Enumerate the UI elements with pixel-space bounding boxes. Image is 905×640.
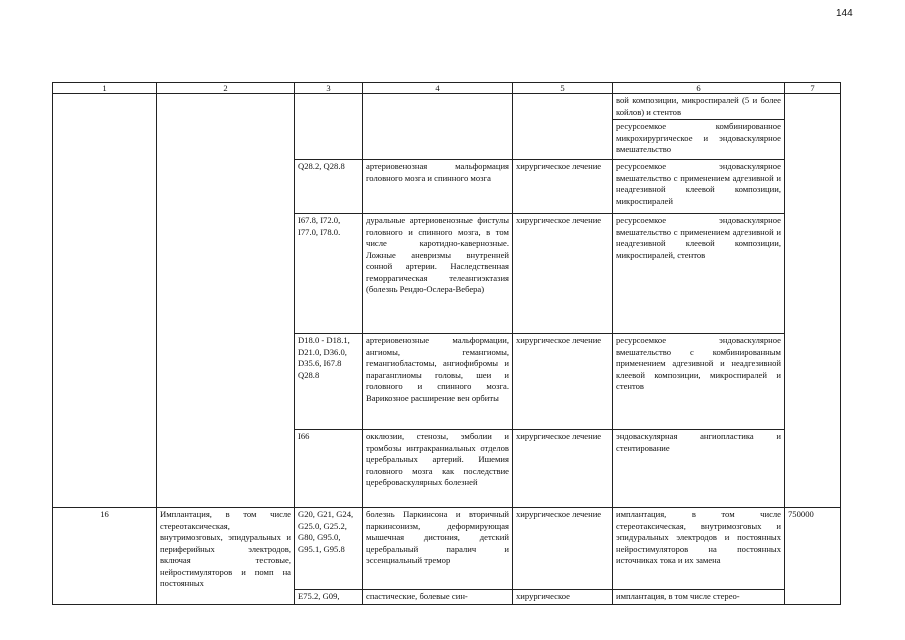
cell-icd-codes: I66 (295, 430, 363, 508)
table-row (53, 508, 841, 590)
cell-method: ресурсоемкое эндоваскулярное вмешательство с применением адгезивной и неадгезивной клеевой композиции, микроспиралей, стентов (613, 214, 785, 334)
cell-cost: 750000 (785, 508, 841, 605)
cell-icd-codes: D18.0 - D18.1, D21.0, D36.0, D35.6, I67.8 Q28.8 (295, 334, 363, 430)
method-text: вой композиции, микроспиралей (5 и более койлов) и стентов (616, 95, 781, 117)
cell-treatment: хирургическое лечение (513, 334, 613, 430)
cell-treatment: хирургическое лечение (513, 160, 613, 214)
cell-diagnosis: дуральные артериовенозные фистулы головного и спинного мозга, в том числе каротидно-кавернозные. Ложные аневризмы внутренней сонной артерии. Наследственная геморрагическая телеангиэктазия (болезнь Рендю-Ослера-Вебера) (363, 214, 513, 334)
column-number: 7 (785, 83, 841, 94)
cell-number: 16 (53, 508, 157, 605)
cell-treatment: хирургическое (513, 590, 613, 605)
cell-method: имплантация, в том числе стереотаксическая, внутримозговых и эпидуральных электродов и постоянных нейростимуляторов на постоянных источниках тока и их замена (613, 508, 785, 590)
column-number: 3 (295, 83, 363, 94)
cell-number (53, 94, 157, 508)
cell-method (613, 94, 785, 160)
cell-diagnosis: окклюзии, стенозы, эмболии и тромбозы интракраниальных отделов церебральных артерий. Ишемия головного мозга как последствие цереброваскулярных болезней (363, 430, 513, 508)
cell-method: имплантация, в том числе стерео- (613, 590, 785, 605)
cell-care-type (157, 94, 295, 508)
column-number: 5 (513, 83, 613, 94)
procedures-table (52, 82, 841, 605)
cell-treatment: хирургическое лечение (513, 430, 613, 508)
cell-diagnosis (363, 94, 513, 160)
column-number: 4 (363, 83, 513, 94)
cell-icd-codes: I67.8, I72.0, I77.0, I78.0. (295, 214, 363, 334)
cell-diagnosis: артериовенозная мальформация головного мозга и спинного мозга (363, 160, 513, 214)
column-number: 1 (53, 83, 157, 94)
cell-care-type: Имплантация, в том числе стереотаксическая, внутримозговых, эпидуральных и периферийных электродов, включая тестовые, нейростимуляторов и помп на постоянных (157, 508, 295, 605)
cell-icd-codes (295, 94, 363, 160)
table-row (53, 94, 841, 160)
cell-method: ресурсоемкое эндоваскулярное вмешательство с применением адгезивной и неадгезивной клеевой композиции, микроспиралей (613, 160, 785, 214)
cell-diagnosis: спастические, болевые син- (363, 590, 513, 605)
cell-treatment: хирургическое лечение (513, 508, 613, 590)
cell-method: эндоваскулярная ангиопластика и стентирование (613, 430, 785, 508)
cell-icd-codes: G20, G21, G24, G25.0, G25.2, G80, G95.0, G95.1, G95.8 (295, 508, 363, 590)
cell-icd-codes: E75.2, G09, (295, 590, 363, 605)
cell-method: ресурсоемкое эндоваскулярное вмешательство с комбинированным применением адгезивной и неадгезивной клеевой композиции, микроспиралей и стентов (613, 334, 785, 430)
cell-treatment (513, 94, 613, 160)
page-number: 144 (836, 8, 853, 19)
cell-icd-codes: Q28.2, Q28.8 (295, 160, 363, 214)
column-number: 6 (613, 83, 785, 94)
cell-diagnosis: болезнь Паркинсона и вторичный паркинсонизм, деформирующая мышечная дистония, детский церебральный паралич и эссенциальный тремор (363, 508, 513, 590)
column-number: 2 (157, 83, 295, 94)
cell-treatment: хирургическое лечение (513, 214, 613, 334)
column-number-row (53, 83, 841, 94)
cell-diagnosis: артериовенозные мальформации, ангиомы, гемангиомы, гемангиобластомы, ангиофибромы и параганглиомы головы, шеи и головного и спинного мозга. Варикозное расширение вен орбиты (363, 334, 513, 430)
method-text: ресурсоемкое комбинированное микрохирургическое и эндоваскулярное вмешательство (613, 119, 784, 156)
cell-cost (785, 94, 841, 508)
